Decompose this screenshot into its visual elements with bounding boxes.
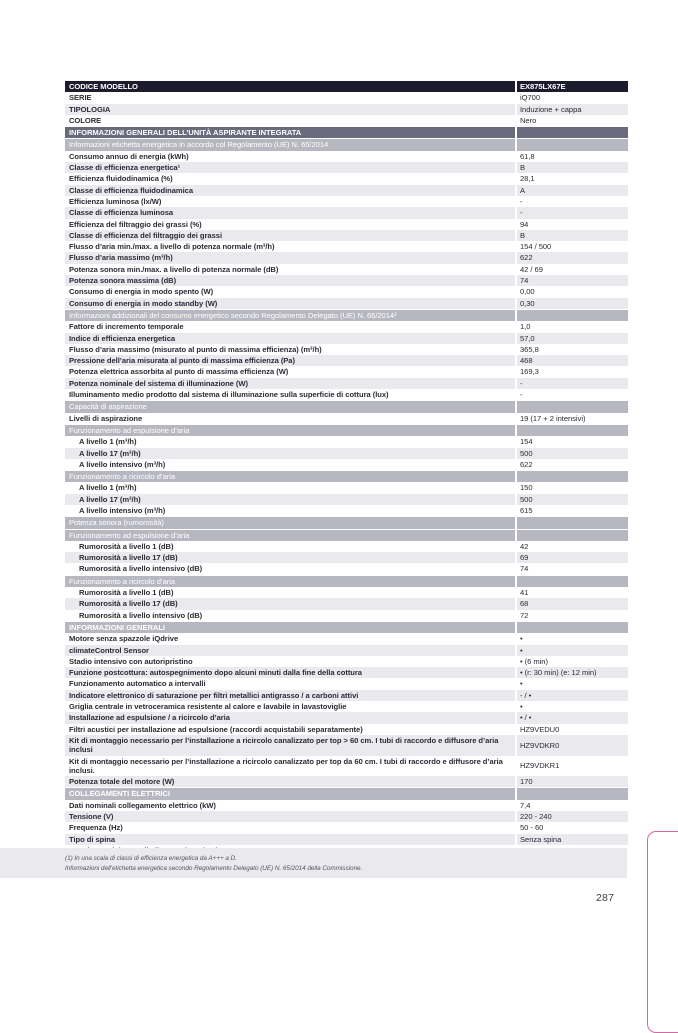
spec-value: 42 / 69 — [517, 264, 628, 275]
section-header-row — [65, 127, 628, 138]
spec-value: EX875LX67E — [517, 81, 628, 92]
spec-row — [65, 656, 628, 667]
spec-label: Informazioni etichetta energetica in accordo col Regolamento (UE) N. 65/2014 — [65, 139, 515, 150]
spec-value — [517, 139, 628, 150]
spec-row — [65, 834, 628, 845]
spec-value: 50 - 60 — [517, 822, 628, 833]
spec-value: HZ9VDKR0 — [517, 735, 628, 756]
spec-row — [65, 366, 628, 377]
spec-label: Funzionamento a ricircolo d’aria — [65, 471, 515, 482]
spec-row — [65, 587, 628, 598]
spec-value: 615 — [517, 505, 628, 516]
spec-row — [65, 598, 628, 609]
subsection-header-row — [65, 517, 628, 528]
spec-label: A livello 17 (m³/h) — [65, 494, 515, 505]
subsection-header-row — [65, 576, 628, 587]
spec-label: Classe di efficienza del filtraggio dei grassi — [65, 230, 515, 241]
spec-value: HZ9VEDU0 — [517, 724, 628, 735]
spec-label: INFORMAZIONI GENERALI — [65, 622, 515, 633]
spec-value: 622 — [517, 252, 628, 263]
subsection-header-row — [65, 425, 628, 436]
spec-row — [65, 541, 628, 552]
spec-label: Consumo annuo di energia (kWh) — [65, 151, 515, 162]
spec-label: Frequenza (Hz) — [65, 822, 515, 833]
spec-row — [65, 207, 628, 218]
spec-row — [65, 494, 628, 505]
spec-value: 61,8 — [517, 151, 628, 162]
spec-value: 468 — [517, 355, 628, 366]
spec-row — [65, 298, 628, 309]
spec-label: Funzionamento ad espulsione d’aria — [65, 425, 515, 436]
spec-label: Rumorosità a livello intensivo (dB) — [65, 610, 515, 621]
spec-value: 68 — [517, 598, 628, 609]
spec-label: A livello 1 (m³/h) — [65, 436, 515, 447]
spec-label: climateControl Sensor — [65, 645, 515, 656]
spec-value: 19 (17 + 2 intensivi) — [517, 413, 628, 424]
spec-value: • / • — [517, 712, 628, 723]
spec-label: Informazioni addizionali del consumo energetico secondo Regolamento Delegato (UE) N. 66/2014² — [65, 310, 515, 321]
spec-label: A livello 1 (m³/h) — [65, 482, 515, 493]
spec-label: Dati nominali collegamento elettrico (kW) — [65, 800, 515, 811]
spec-value: 0,30 — [517, 298, 628, 309]
spec-label: Efficienza fluidodinamica (%) — [65, 173, 515, 184]
spec-value: • — [517, 633, 628, 644]
spec-label: Funzione postcottura: autospegnimento dopo alcuni minuti dalla fine della cottura — [65, 667, 515, 678]
spec-row — [65, 563, 628, 574]
spec-row — [65, 822, 628, 833]
spec-label: Rumorosità a livello 17 (dB) — [65, 552, 515, 563]
spec-label: Potenza nominale del sistema di illuminazione (W) — [65, 378, 515, 389]
spec-value — [517, 788, 628, 799]
spec-row — [65, 151, 628, 162]
spec-value: - / • — [517, 690, 628, 701]
spec-row — [65, 104, 628, 115]
footnotes — [65, 854, 605, 874]
spec-label: Efficienza luminosa (lx/W) — [65, 196, 515, 207]
spec-label: Tensione (V) — [65, 811, 515, 822]
spec-label: Funzionamento automatico a intervalli — [65, 678, 515, 689]
spec-label: Griglia centrale in vetroceramica resistente al calore e lavabile in lavastoviglie — [65, 701, 515, 712]
spec-value: 169,3 — [517, 366, 628, 377]
spec-row — [65, 610, 628, 621]
spec-label: Classe di efficienza energetica¹ — [65, 162, 515, 173]
spec-label: CODICE MODELLO — [65, 81, 515, 92]
footnote-line-2: Informazioni dell’etichetta energetica secondo Regolamento Delegato (UE) N. 65/2014 della Commissione. — [65, 865, 363, 872]
spec-row — [65, 92, 628, 103]
spec-row — [65, 252, 628, 263]
spec-value: A — [517, 185, 628, 196]
subsection-header-row — [65, 139, 628, 150]
spec-value: 500 — [517, 448, 628, 459]
spec-value: • — [517, 701, 628, 712]
spec-row — [65, 333, 628, 344]
spec-row — [65, 633, 628, 644]
spec-row — [65, 459, 628, 470]
spec-value — [517, 127, 628, 138]
subsection-header-row — [65, 530, 628, 541]
subsection-header-row — [65, 788, 628, 799]
spec-label: Potenza sonora (rumorosità) — [65, 517, 515, 528]
spec-row — [65, 275, 628, 286]
spec-value — [517, 576, 628, 587]
spec-label: Potenza sonora massima (dB) — [65, 275, 515, 286]
spec-label: Pressione dell’aria misurata al punto di massima efficienza (Pa) — [65, 355, 515, 366]
page-number: 287 — [596, 892, 615, 904]
spec-row — [65, 413, 628, 424]
spec-value: 170 — [517, 776, 628, 787]
spec-label: Kit di montaggio necessario per l’installazione a ricircolo canalizzato per top > 60 cm. I tubi di raccordo e diffusore d’aria inclusi — [65, 735, 515, 756]
spec-label: Rumorosità a livello intensivo (dB) — [65, 563, 515, 574]
spec-value: • — [517, 645, 628, 656]
spec-label: SERIE — [65, 92, 515, 103]
spec-value — [517, 530, 628, 541]
spec-label: Funzionamento ad espulsione d’aria — [65, 530, 515, 541]
spec-value: 94 — [517, 219, 628, 230]
spec-label: Installazione ad espulsione / a ricircolo d’aria — [65, 712, 515, 723]
spec-value: 154 — [517, 436, 628, 447]
spec-label: Tipo di spina — [65, 834, 515, 845]
subsection-header-row — [65, 310, 628, 321]
spec-value: 365,8 — [517, 344, 628, 355]
spec-row — [65, 264, 628, 275]
spec-value: • — [517, 678, 628, 689]
spec-value: Nero — [517, 115, 628, 126]
spec-value: 69 — [517, 552, 628, 563]
spec-row — [65, 230, 628, 241]
spec-value: B — [517, 230, 628, 241]
spec-label: Consumo di energia in modo spento (W) — [65, 286, 515, 297]
spec-value: - — [517, 207, 628, 218]
spec-label: INFORMAZIONI GENERALI DELL’UNITÀ ASPIRANTE INTEGRATA — [65, 127, 515, 138]
spec-value — [517, 401, 628, 412]
spec-value: 1,0 — [517, 321, 628, 332]
spec-label: Capacità di aspirazione — [65, 401, 515, 412]
spec-value: - — [517, 378, 628, 389]
spec-value: B — [517, 162, 628, 173]
spec-value: Senza spina — [517, 834, 628, 845]
spec-row — [65, 185, 628, 196]
spec-row — [65, 196, 628, 207]
spec-row — [65, 219, 628, 230]
spec-row — [65, 776, 628, 787]
spec-label: Motore senza spazzole iQdrive — [65, 633, 515, 644]
spec-label: Flusso d’aria massimo (misurato al punto di massima efficienza) (m³/h) — [65, 344, 515, 355]
spec-row — [65, 482, 628, 493]
spec-row — [65, 162, 628, 173]
spec-label: Consumo di energia in modo standby (W) — [65, 298, 515, 309]
spec-value: • (6 min) — [517, 656, 628, 667]
spec-label: A livello 17 (m³/h) — [65, 448, 515, 459]
spec-value: 57,0 — [517, 333, 628, 344]
spec-label: COLLEGAMENTI ELETTRICI — [65, 788, 515, 799]
spec-value: - — [517, 389, 628, 400]
spec-row — [65, 552, 628, 563]
spec-row — [65, 436, 628, 447]
spec-row — [65, 448, 628, 459]
spec-label: Stadio intensivo con autoripristino — [65, 656, 515, 667]
spec-label: Potenza elettrica assorbita al punto di massima efficienza (W) — [65, 366, 515, 377]
spec-label: Livelli di aspirazione — [65, 413, 515, 424]
spec-value: 220 - 240 — [517, 811, 628, 822]
spec-label: Indice di efficienza energetica — [65, 333, 515, 344]
spec-label: A livello intensivo (m³/h) — [65, 459, 515, 470]
spec-row — [65, 241, 628, 252]
spec-row — [65, 355, 628, 366]
spec-label: Flusso d’aria min./max. a livello di potenza normale (m³/h) — [65, 241, 515, 252]
spec-row — [65, 115, 628, 126]
spec-row — [65, 389, 628, 400]
spec-label: Fattore di incremento temporale — [65, 321, 515, 332]
spec-value: 72 — [517, 610, 628, 621]
spec-value — [517, 471, 628, 482]
spec-row — [65, 344, 628, 355]
spec-label: Rumorosità a livello 1 (dB) — [65, 541, 515, 552]
spec-value — [517, 310, 628, 321]
subsection-header-row — [65, 401, 628, 412]
spec-value: 41 — [517, 587, 628, 598]
pink-accent-border — [647, 831, 678, 1033]
spec-value: 74 — [517, 275, 628, 286]
spec-label: Efficienza del filtraggio dei grassi (%) — [65, 219, 515, 230]
spec-label: Rumorosità a livello 1 (dB) — [65, 587, 515, 598]
spec-value: 622 — [517, 459, 628, 470]
spec-label: Indicatore elettronico di saturazione per filtri metallici antigrasso / a carboni attivi — [65, 690, 515, 701]
spec-row — [65, 690, 628, 701]
spec-label: Rumorosità a livello 17 (dB) — [65, 598, 515, 609]
spec-row — [65, 800, 628, 811]
spec-row — [65, 811, 628, 822]
spec-row — [65, 701, 628, 712]
spec-value — [517, 622, 628, 633]
spec-row — [65, 286, 628, 297]
spec-value: 500 — [517, 494, 628, 505]
spec-label: Filtri acustici per installazione ad espulsione (raccordi acquistabili separatamente) — [65, 724, 515, 735]
spec-value: 150 — [517, 482, 628, 493]
spec-label: Kit di montaggio necessario per l’installazione a ricircolo canalizzato per top da 60 cm. I tubi di raccordo e diffusore d’aria inclusi. — [65, 756, 515, 777]
spec-value: 154 / 500 — [517, 241, 628, 252]
product-spec-table — [65, 81, 628, 856]
spec-value: 42 — [517, 541, 628, 552]
spec-row — [65, 667, 628, 678]
spec-label: TIPOLOGIA — [65, 104, 515, 115]
spec-label: COLORE — [65, 115, 515, 126]
table-header-row — [65, 81, 628, 92]
spec-label: Potenza sonora min./max. a livello di potenza normale (dB) — [65, 264, 515, 275]
spec-row — [65, 712, 628, 723]
spec-value: iQ700 — [517, 92, 628, 103]
spec-label: Illuminamento medio prodotto dal sistema di illuminazione sulla superficie di cottura (lux) — [65, 389, 515, 400]
spec-value: • (r: 30 min) (e: 12 min) — [517, 667, 628, 678]
spec-label: Funzionamento a ricircolo d’aria — [65, 576, 515, 587]
spec-value: 28,1 — [517, 173, 628, 184]
spec-label: A livello intensivo (m³/h) — [65, 505, 515, 516]
spec-row — [65, 378, 628, 389]
spec-label: Classe di efficienza luminosa — [65, 207, 515, 218]
subsection-header-row — [65, 471, 628, 482]
spec-value: Induzione + cappa — [517, 104, 628, 115]
spec-row — [65, 678, 628, 689]
subsection-header-row — [65, 622, 628, 633]
spec-value: 74 — [517, 563, 628, 574]
spec-value — [517, 425, 628, 436]
spec-row — [65, 321, 628, 332]
spec-row — [65, 724, 628, 735]
spec-value: 7,4 — [517, 800, 628, 811]
spec-row — [65, 173, 628, 184]
spec-row — [65, 735, 628, 756]
spec-label: Classe di efficienza fluidodinamica — [65, 185, 515, 196]
spec-value — [517, 517, 628, 528]
spec-value: HZ9VDKR1 — [517, 756, 628, 777]
spec-value: 0,00 — [517, 286, 628, 297]
spec-label: Potenza totale del motore (W) — [65, 776, 515, 787]
spec-row — [65, 645, 628, 656]
spec-value: - — [517, 196, 628, 207]
spec-label: Flusso d’aria massimo (m³/h) — [65, 252, 515, 263]
spec-row — [65, 756, 628, 777]
footnote-line-1: (1) In una scala di classi di efficienza energetica da A+++ a D. — [65, 855, 237, 862]
spec-row — [65, 505, 628, 516]
